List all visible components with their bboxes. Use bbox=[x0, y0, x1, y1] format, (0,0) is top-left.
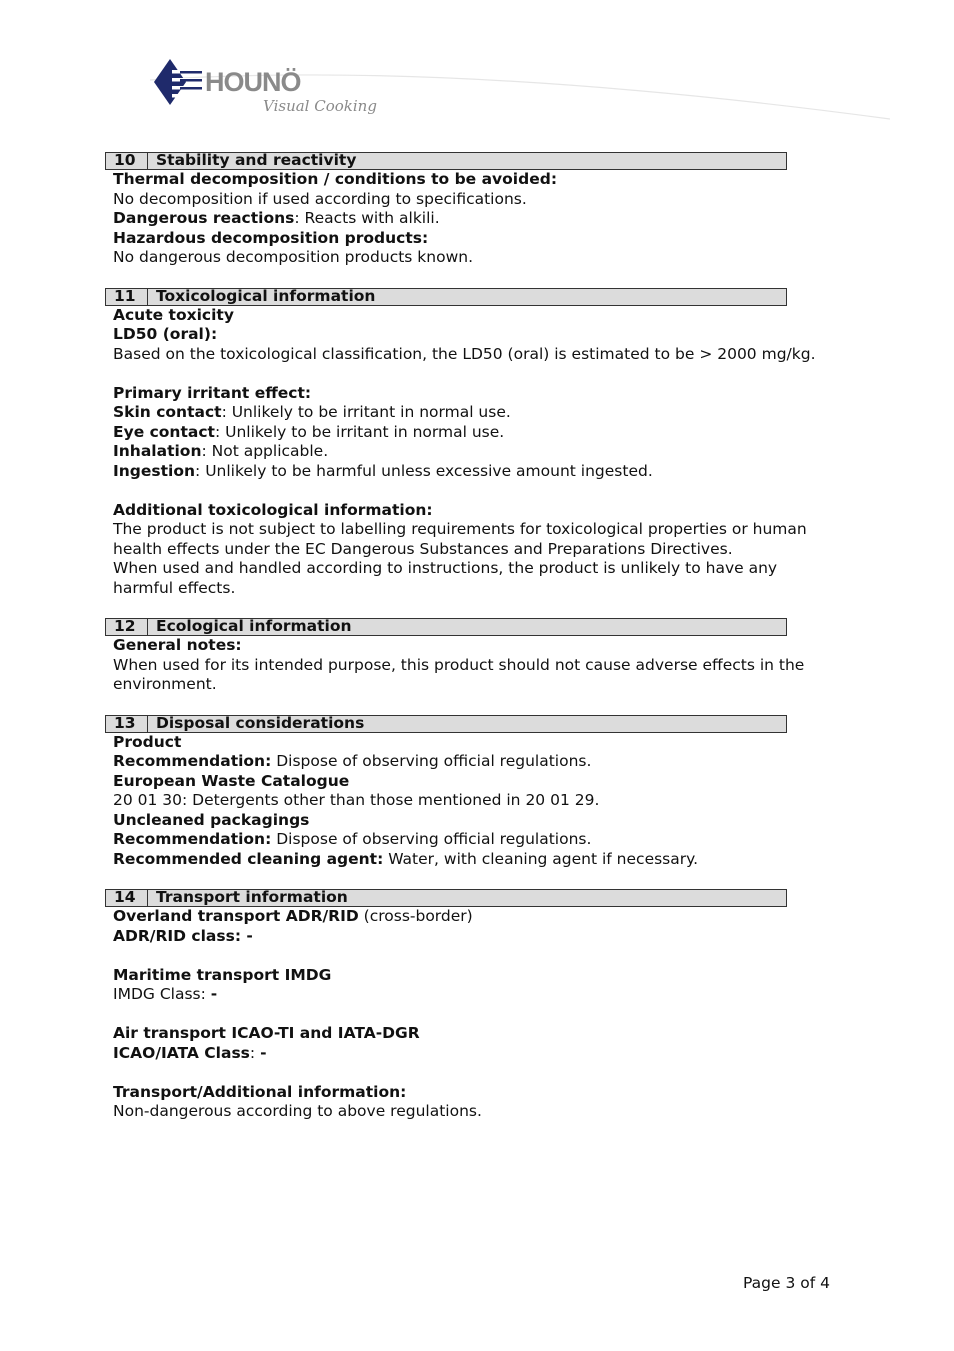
logo-mark-icon bbox=[154, 59, 202, 105]
section-number: 10 bbox=[106, 153, 148, 169]
section-number: 11 bbox=[106, 289, 148, 305]
value: Dispose of observing official regulations. bbox=[271, 830, 592, 848]
section-number: 14 bbox=[106, 890, 148, 906]
value: : Unlikely to be irritant in normal use. bbox=[221, 403, 511, 421]
section-10-header bbox=[105, 152, 787, 170]
value: - bbox=[260, 1043, 267, 1062]
packaging-recommendation bbox=[113, 830, 873, 850]
label: ICAO/IATA Class bbox=[113, 1043, 250, 1062]
value: : Not applicable. bbox=[201, 442, 329, 460]
section-title: Disposal considerations bbox=[156, 713, 365, 732]
section-number: 13 bbox=[106, 716, 148, 732]
skin-contact bbox=[113, 403, 873, 423]
product-heading: Product bbox=[113, 732, 182, 751]
adr-class: ADR/RID class: - bbox=[113, 926, 253, 945]
value: : Unlikely to be irritant in normal use. bbox=[214, 422, 505, 441]
eye-contact bbox=[113, 423, 873, 443]
ld50-text: Based on the toxicological classification, the LD50 (oral) is estimated to be > 2000 mg/kg. bbox=[113, 344, 816, 363]
label: Eye contact bbox=[113, 422, 215, 441]
logo-tagline: Visual Cooking bbox=[263, 97, 377, 115]
maritime-heading: Maritime transport IMDG bbox=[113, 965, 332, 984]
ewc-text: 20 01 30: Detergents other than those mentioned in 20 01 29. bbox=[113, 791, 600, 809]
hazardous-heading: Hazardous decomposition products: bbox=[113, 228, 429, 247]
page-number: Page 3 of 4 bbox=[743, 1274, 830, 1292]
general-notes-heading: General notes: bbox=[113, 636, 242, 654]
label: IMDG Class: bbox=[113, 985, 211, 1003]
dangerous-reactions bbox=[113, 209, 873, 229]
additional-tox-line: The product is not subject to labelling requirements for toxicological properties or human bbox=[113, 520, 807, 538]
label: Inhalation bbox=[113, 442, 202, 460]
label: Recommendation: bbox=[113, 830, 272, 848]
label: Recommendation: bbox=[113, 752, 272, 770]
value: Water, with cleaning agent if necessary. bbox=[383, 849, 699, 868]
section-11-header bbox=[105, 288, 787, 306]
value: : Reacts with alkili. bbox=[294, 209, 440, 227]
primary-irritant-heading: Primary irritant effect: bbox=[113, 383, 312, 402]
logo-brand: HOUNÖ bbox=[205, 67, 301, 97]
additional-tox-heading: Additional toxicological information: bbox=[113, 500, 433, 519]
value: (cross-border) bbox=[358, 907, 473, 925]
ewc-heading: European Waste Catalogue bbox=[113, 771, 350, 790]
section-number: 12 bbox=[106, 619, 148, 635]
product-recommendation bbox=[113, 752, 873, 772]
label: Dangerous reactions bbox=[113, 209, 295, 227]
icao-class bbox=[113, 1044, 873, 1064]
value: Dispose of observing official regulations. bbox=[271, 752, 592, 770]
transport-additional-heading: Transport/Additional information: bbox=[113, 1082, 407, 1101]
acute-toxicity-heading: Acute toxicity bbox=[113, 305, 234, 324]
inhalation bbox=[113, 442, 873, 462]
additional-tox-line: health effects under the EC Dangerous Substances and Preparations Directives. bbox=[113, 539, 733, 558]
label: Overland transport ADR/RID bbox=[113, 907, 359, 925]
imdg-class bbox=[113, 985, 873, 1005]
hazardous-text: No dangerous decomposition products known. bbox=[113, 248, 474, 266]
section-13-header bbox=[105, 715, 787, 733]
general-notes-line: environment. bbox=[113, 675, 217, 693]
thermal-heading: Thermal decomposition / conditions to be avoided: bbox=[113, 170, 558, 188]
section-title: Toxicological information bbox=[156, 286, 376, 305]
section-title: Transport information bbox=[156, 888, 348, 907]
section-title: Stability and reactivity bbox=[156, 151, 357, 170]
air-transport-heading: Air transport ICAO-TI and IATA-DGR bbox=[113, 1024, 420, 1042]
additional-tox-line: When used and handled according to instructions, the product is unlikely to have any bbox=[113, 559, 778, 577]
label: Recommended cleaning agent: bbox=[113, 849, 384, 868]
label: Ingestion bbox=[113, 461, 196, 480]
uncleaned-heading: Uncleaned packagings bbox=[113, 810, 310, 829]
value: : Unlikely to be harmful unless excessive amount ingested. bbox=[195, 461, 653, 480]
company-logo bbox=[150, 55, 890, 125]
document-body bbox=[113, 152, 873, 1122]
general-notes-line: When used for its intended purpose, this product should not cause adverse effects in the bbox=[113, 655, 805, 674]
overland-transport bbox=[113, 907, 873, 927]
section-14-header bbox=[105, 889, 787, 907]
separator: : bbox=[249, 1043, 261, 1062]
thermal-text: No decomposition if used according to specifications. bbox=[113, 189, 527, 208]
section-title: Ecological information bbox=[156, 617, 352, 636]
additional-tox-line: harmful effects. bbox=[113, 578, 236, 597]
ingestion bbox=[113, 462, 873, 482]
section-12-header bbox=[105, 618, 787, 636]
ld50-heading: LD50 (oral): bbox=[113, 325, 218, 343]
label: Skin contact bbox=[113, 403, 222, 421]
transport-additional-text: Non-dangerous according to above regulations. bbox=[113, 1102, 482, 1120]
value: - bbox=[210, 985, 218, 1003]
cleaning-agent bbox=[113, 850, 873, 870]
